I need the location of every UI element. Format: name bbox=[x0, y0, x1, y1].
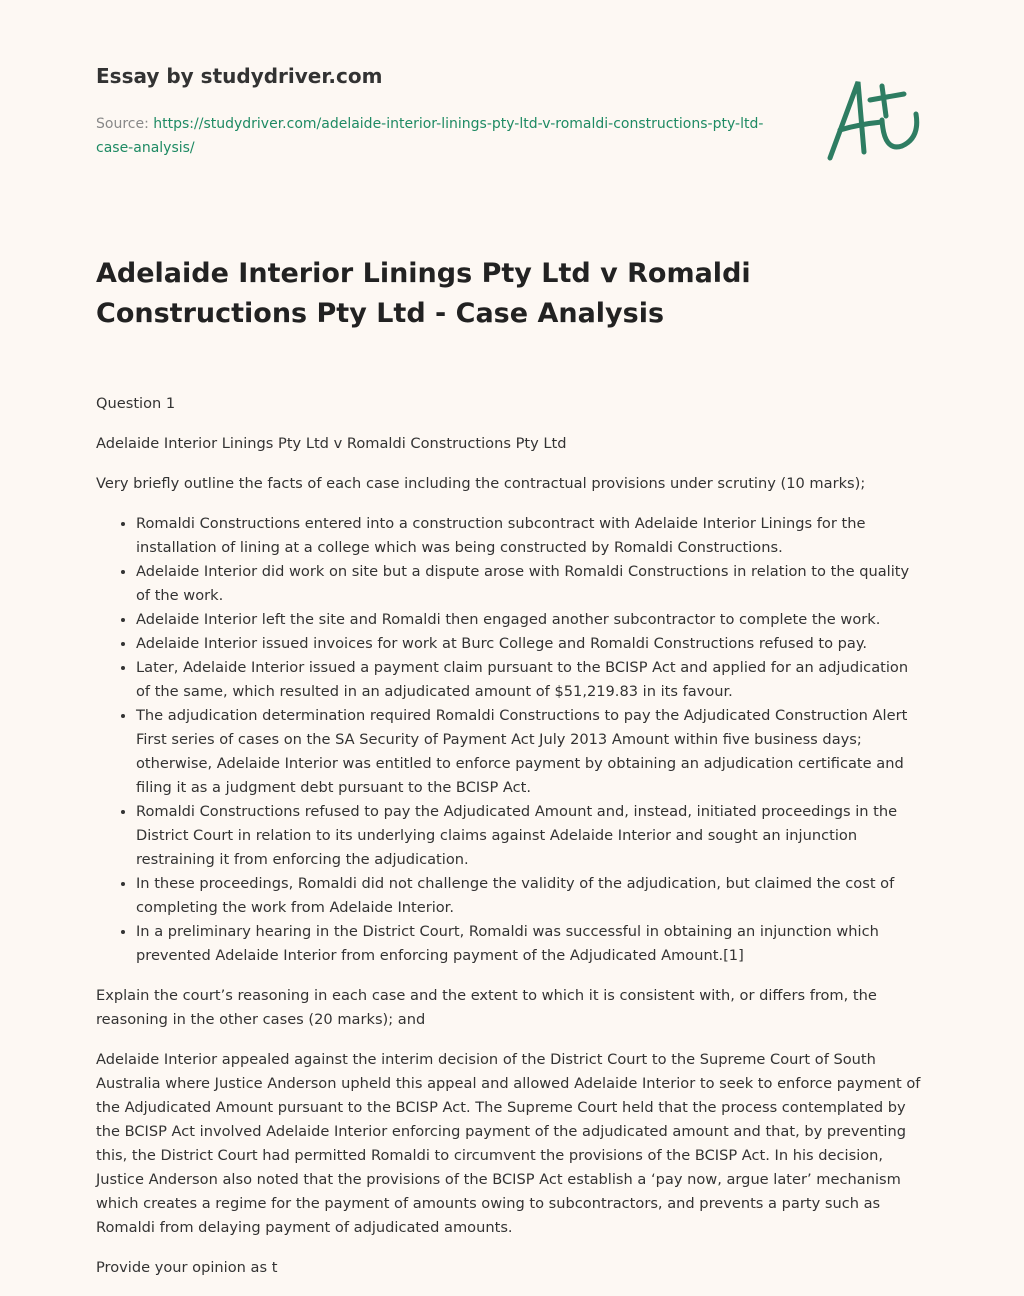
paragraph: Question 1 bbox=[96, 395, 176, 412]
a-plus-logo-icon bbox=[820, 68, 930, 168]
list-item: • In these proceedings, Romaldi did not challenge the validity of the adjudication, but claimed the cost of completing the work from Adelaide Interior. bbox=[136, 872, 926, 920]
facts-list bbox=[96, 512, 926, 968]
page-title: Adelaide Interior Linings Pty Ltd v Romaldi Constructions Pty Ltd - Case Analysis bbox=[96, 258, 751, 329]
list-item: • The adjudication determination required Romaldi Constructions to pay the Adjudicated Construction Alert First series of cases on the SA Security of Payment Act July 2013 Amount within five business days; otherwise, Adelaide Interior was entitled to enforce payment by obtaining an adjudication certificate and filing it as a judgment debt pursuant to the BCISP Act. bbox=[136, 704, 926, 800]
list-item: • In a preliminary hearing in the District Court, Romaldi was successful in obtaining an injunction which prevented Adelaide Interior from enforcing payment of the Adjudicated Amount.[1] bbox=[136, 920, 926, 968]
paragraph: Provide your opinion as t bbox=[96, 1259, 278, 1276]
essay-body bbox=[96, 392, 926, 1296]
paragraph: Explain the court’s reasoning in each case and the extent to which it is consistent with, or differs from, the reasoning in the other cases (20 marks); and bbox=[96, 987, 877, 1028]
site-brand: Essay by studydriver.com bbox=[96, 64, 383, 88]
paragraph: Very briefly outline the facts of each case including the contractual provisions under scrutiny (10 marks); bbox=[96, 475, 866, 492]
list-item: • Romaldi Constructions refused to pay the Adjudicated Amount and, instead, initiated proceedings in the District Court in relation to its underlying claims against Adelaide Interior and sought an injunction restraining it from enforcing the adjudication. bbox=[136, 800, 926, 872]
list-item: • Adelaide Interior issued invoices for work at Burc College and Romaldi Constructions refused to pay. bbox=[136, 632, 926, 656]
list-item: • Adelaide Interior left the site and Romaldi then engaged another subcontractor to complete the work. bbox=[136, 608, 926, 632]
list-item: • Later, Adelaide Interior issued a payment claim pursuant to the BCISP Act and applied for an adjudication of the same, which resulted in an adjudicated amount of $51,219.83 in its favour. bbox=[136, 656, 926, 704]
list-item: • Romaldi Constructions entered into a construction subcontract with Adelaide Interior Linings for the installation of lining at a college which was being constructed by Romaldi Constructions. bbox=[136, 512, 926, 560]
list-item: • Adelaide Interior did work on site but a dispute arose with Romaldi Constructions in relation to the quality of the work. bbox=[136, 560, 926, 608]
source-link[interactable]: https://studydriver.com/adelaide-interior-linings-pty-ltd-v-romaldi-constructions-pty-ltd-case-analysis/ bbox=[96, 116, 764, 156]
paragraph: Adelaide Interior Linings Pty Ltd v Romaldi Constructions Pty Ltd bbox=[96, 435, 567, 452]
source-label: Source: bbox=[96, 116, 154, 132]
paragraph: Adelaide Interior appealed against the interim decision of the District Court to the Supreme Court of South Australia where Justice Anderson upheld this appeal and allowed Adelaide Interior to seek to enforce payment of the Adjudicated Amount pursuant to the BCISP Act. The Supreme Court held that the process contemplated by the BCISP Act involved Adelaide Interior enforcing payment of the adjudicated amount and that, by preventing this, the District Court had permitted Romaldi to circumvent the provisions of the BCISP Act. In his decision, Justice Anderson also noted that the provisions of the BCISP Act establish a ‘pay now, argue later’ mechanism which creates a regime for the payment of amounts owing to subcontractors, and prevents a party such as Romaldi from delaying payment of adjudicated amounts. bbox=[96, 1051, 921, 1236]
source-line bbox=[96, 112, 776, 160]
